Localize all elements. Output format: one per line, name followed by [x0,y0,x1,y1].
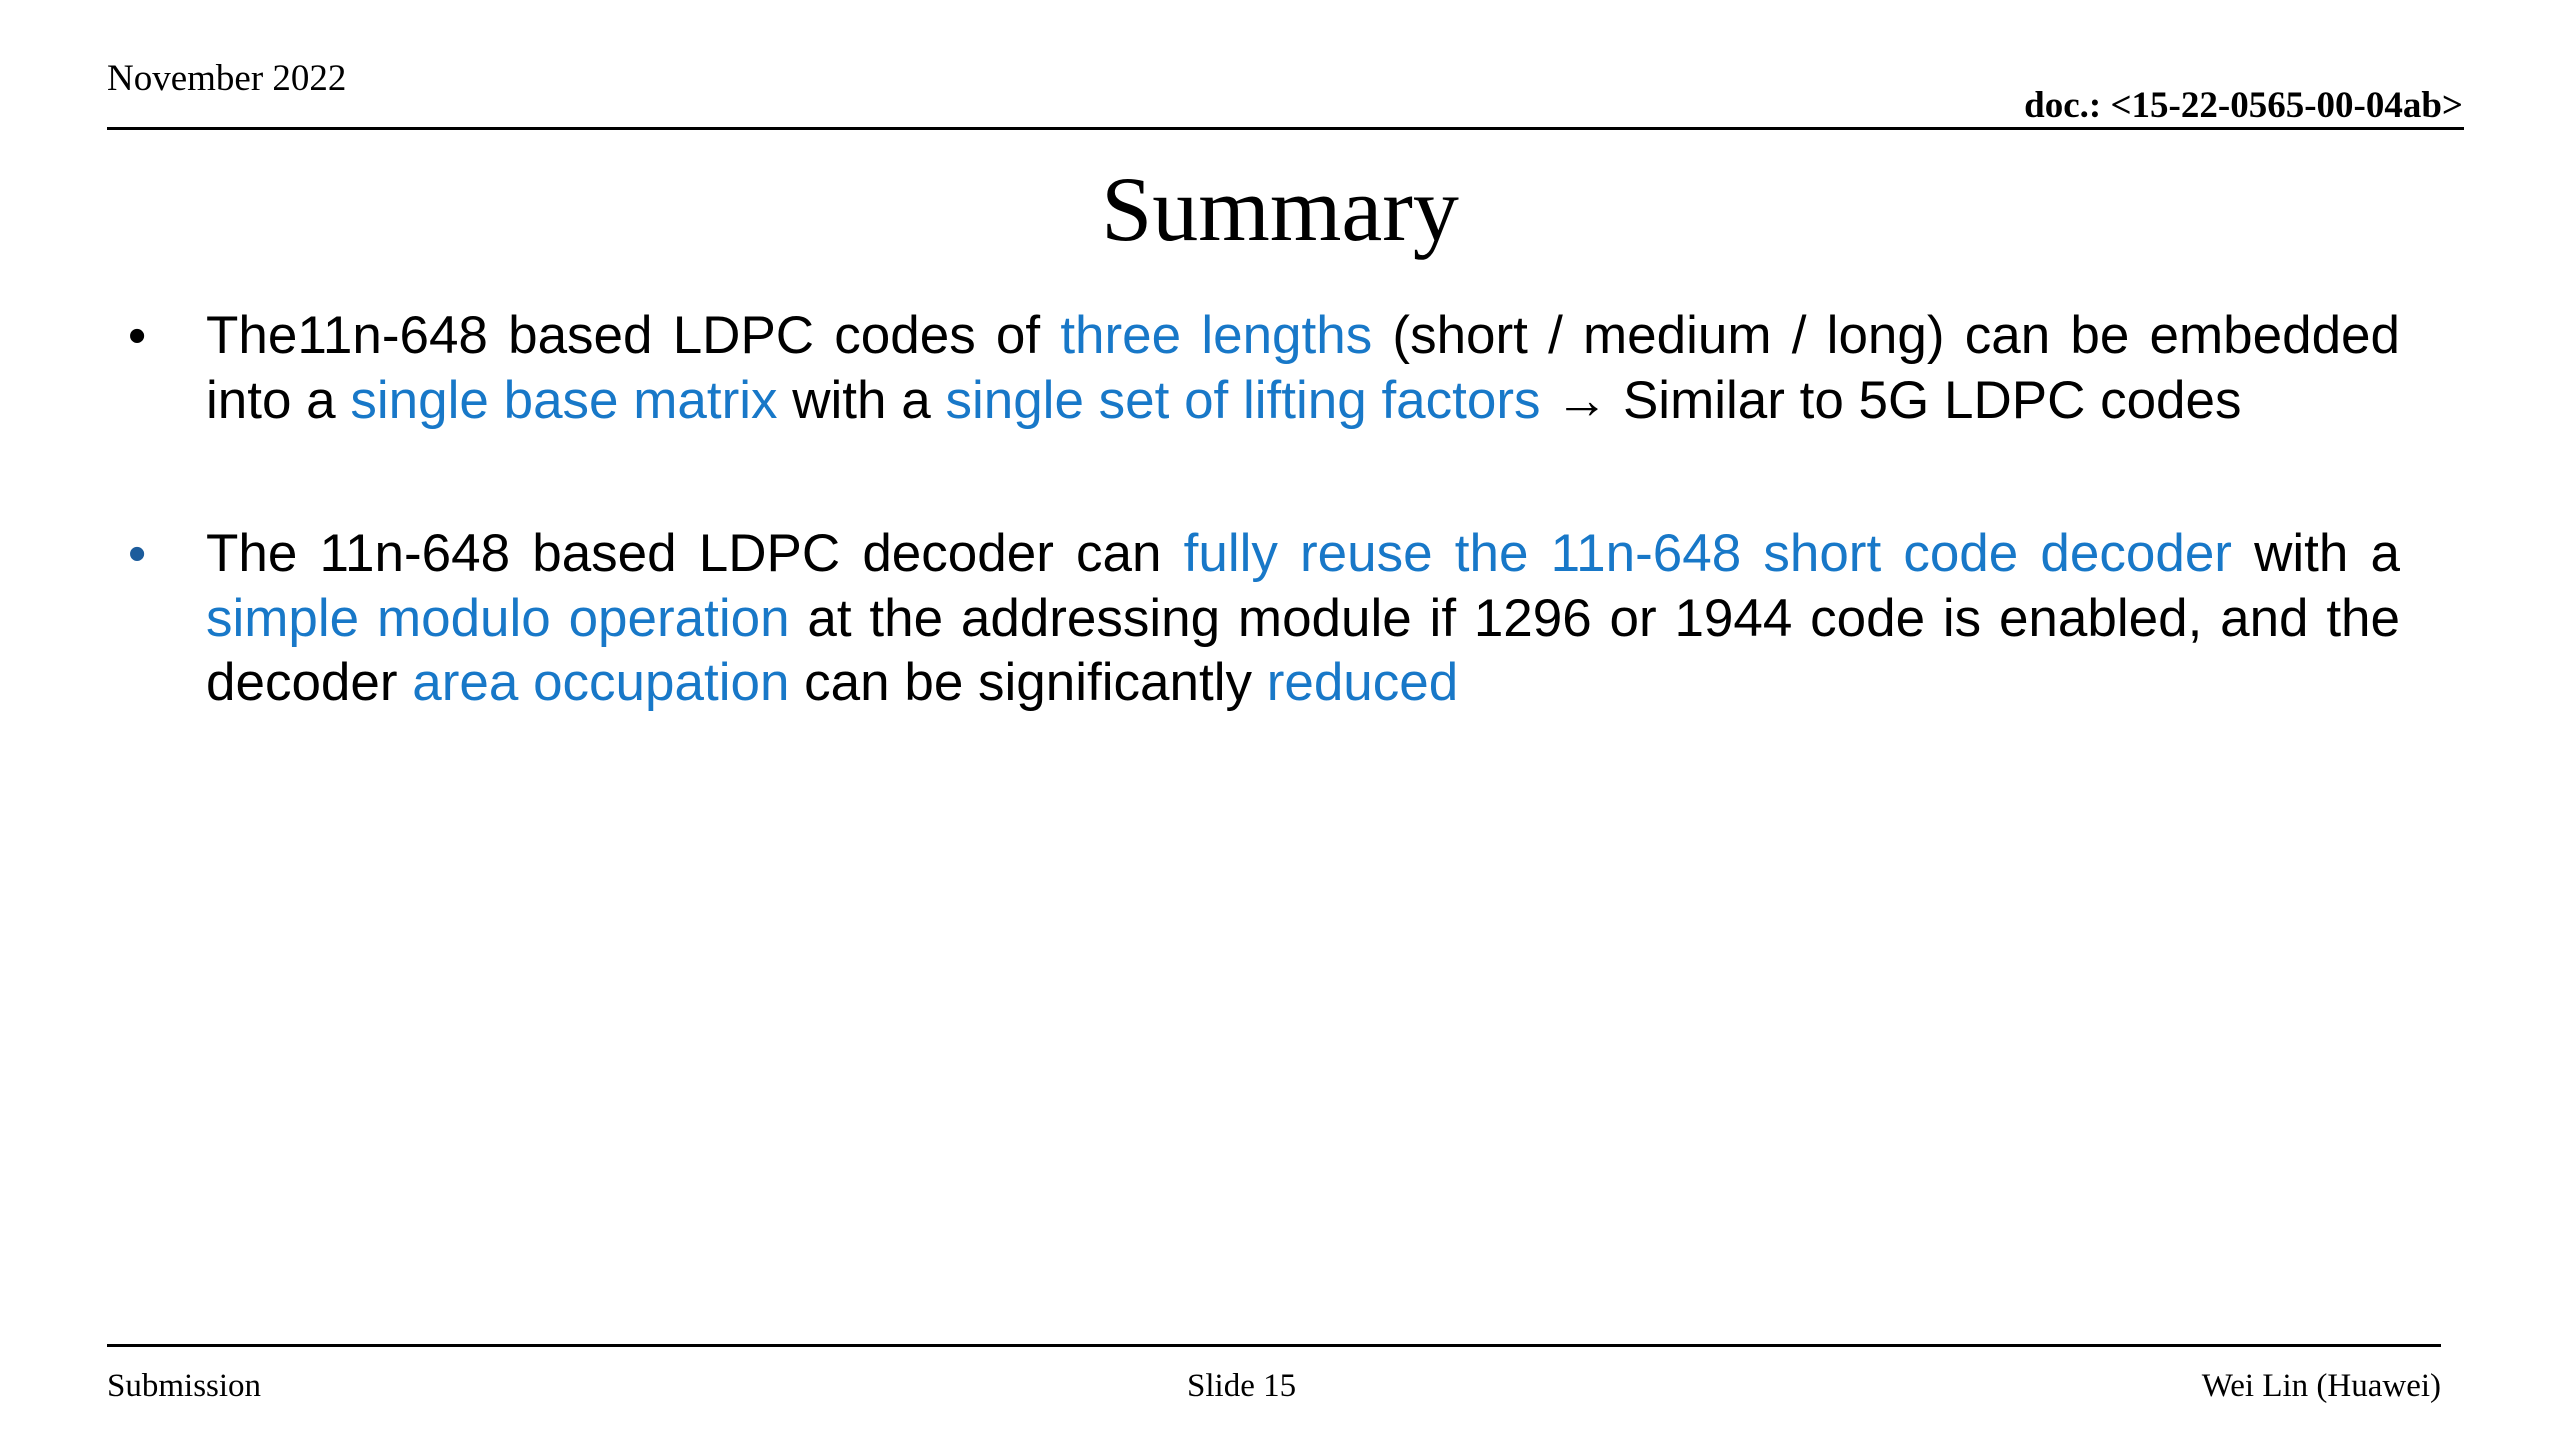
footer-submission: Submission [107,1368,262,1404]
footer-slide-number: Slide 15 [1187,1368,1297,1404]
bullet-text-segment: with a [2231,524,2400,583]
bullet-text-segment: can be significantly [789,653,1267,712]
bullet-marker: • [128,525,147,583]
bullet-text-segment: → Similar to 5G LDPC codes [1540,370,2242,430]
bullet-text-segment: with a [777,370,946,430]
footer-author: Wei Lin (Huawei) [2201,1368,2441,1404]
header-doc-id: doc.: <15-22-0565-00-04ab> [2024,85,2463,126]
bullet-marker: • [128,307,147,365]
highlighted-phrase: single base matrix [350,370,778,430]
highlighted-phrase: reduced [1266,653,1459,712]
bullet-text-segment: (short / medium / long) can be embedded into a [206,306,2401,430]
bullet-text-segment: at the addressing module if 1296 or 1944 code is enabled, and the decoder [206,588,2400,712]
highlighted-phrase: single set of lifting factors [945,370,1541,430]
bullet-text-segment: The 11n-648 based LDPC decoder can [206,524,1184,583]
bullet-text [206,304,2400,433]
highlighted-phrase: simple modulo operation [206,588,790,648]
footer-divider [107,1344,2441,1347]
header-date: November 2022 [107,58,347,99]
highlighted-phrase: fully reuse the 11n-648 short code decoder [1183,524,2232,583]
bullet-text [206,522,2400,716]
highlighted-phrase: three lengths [1060,306,1373,365]
bullet-text-segment: The11n-648 based LDPC codes of [206,306,1061,365]
slide-title: Summary [1101,158,1459,260]
highlighted-phrase: area occupation [412,653,790,712]
